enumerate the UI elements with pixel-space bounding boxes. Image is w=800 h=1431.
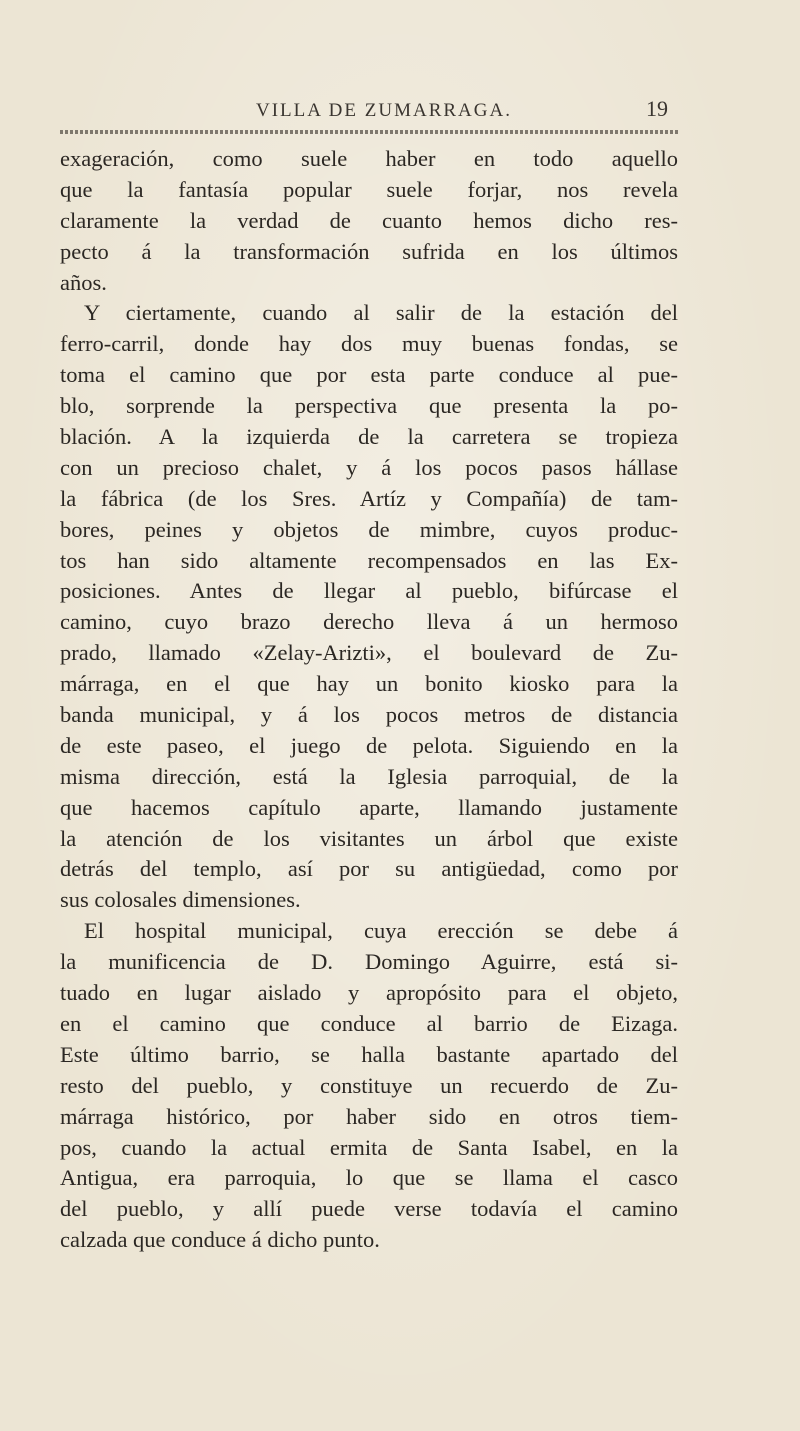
text-line: sus colosales dimensiones.	[60, 887, 301, 913]
text-line: la munificencia de D. Domingo Aguirre, está si-	[60, 949, 678, 975]
text-line: detrás del templo, así por su antigüedad, como por	[60, 856, 678, 882]
text-line: márraga, en el que hay un bonito kiosko para la	[60, 671, 678, 697]
text-line: posiciones. Antes de llegar al pueblo, bifúrcase el	[60, 578, 678, 604]
text-line: de este paseo, el juego de pelota. Siguiendo en la	[60, 732, 678, 758]
text-line: bores, peines y objetos de mimbre, cuyos produc-	[60, 516, 678, 542]
text-line: tuado en lugar aislado y apropósito para el objeto,	[60, 980, 678, 1006]
text-line: blación. A la izquierda de la carretera se tropieza	[60, 424, 678, 450]
text-line: tos han sido altamente recompensados en las Ex-	[60, 547, 678, 573]
text-line: años.	[60, 269, 107, 295]
text-line: prado, llamado «Zelay-Arizti», el boulevard de Zu-	[60, 640, 678, 666]
text-line: en el camino que conduce al barrio de Eizaga.	[60, 1010, 678, 1036]
text-line: El hospital municipal, cuya erección se debe á	[84, 918, 678, 944]
body-text	[60, 144, 678, 1256]
text-line: toma el camino que por esta parte conduce al pue-	[60, 362, 678, 388]
text-line: banda municipal, y á los pocos metros de distancia	[60, 702, 678, 728]
page-header	[60, 96, 680, 132]
text-line: pecto á la transformación sufrida en los últimos	[60, 238, 678, 264]
text-line: resto del pueblo, y constituye un recuerdo de Zu-	[60, 1072, 678, 1098]
text-line: márraga histórico, por haber sido en otros tiem-	[60, 1103, 678, 1129]
text-line: Antigua, era parroquia, lo que se llama el casco	[60, 1165, 678, 1191]
text-line: con un precioso chalet, y á los pocos pasos hállase	[60, 454, 678, 480]
text-line: pos, cuando la actual ermita de Santa Isabel, en la	[60, 1134, 678, 1160]
text-line: claramente la verdad de cuanto hemos dicho res-	[60, 207, 678, 233]
text-line: camino, cuyo brazo derecho lleva á un hermoso	[60, 609, 678, 635]
text-line: del pueblo, y allí puede verse todavía el camino	[60, 1196, 678, 1222]
text-line: blo, sorprende la perspectiva que presenta la po-	[60, 393, 678, 419]
text-line: misma dirección, está la Iglesia parroquial, de la	[60, 763, 678, 789]
header-rule	[60, 130, 680, 134]
text-line: que hacemos capítulo aparte, llamando justamente	[60, 794, 678, 820]
text-line: Este último barrio, se halla bastante apartado del	[60, 1041, 678, 1067]
text-line: ferro-carril, donde hay dos muy buenas fondas, se	[60, 331, 678, 357]
text-line: la atención de los visitantes un árbol que existe	[60, 825, 678, 851]
text-line: exageración, como suele haber en todo aquello	[60, 146, 678, 171]
text-line: la fábrica (de los Sres. Artíz y Compañía) de tam-	[60, 485, 678, 511]
running-title: VILLA DE ZUMARRAGA.	[256, 100, 512, 121]
text-line: que la fantasía popular suele forjar, nos revela	[60, 176, 678, 202]
page-number: 19	[646, 96, 668, 121]
text-line: calzada que conduce á dicho punto.	[60, 1227, 380, 1253]
text-line: Y ciertamente, cuando al salir de la estación del	[84, 300, 678, 326]
